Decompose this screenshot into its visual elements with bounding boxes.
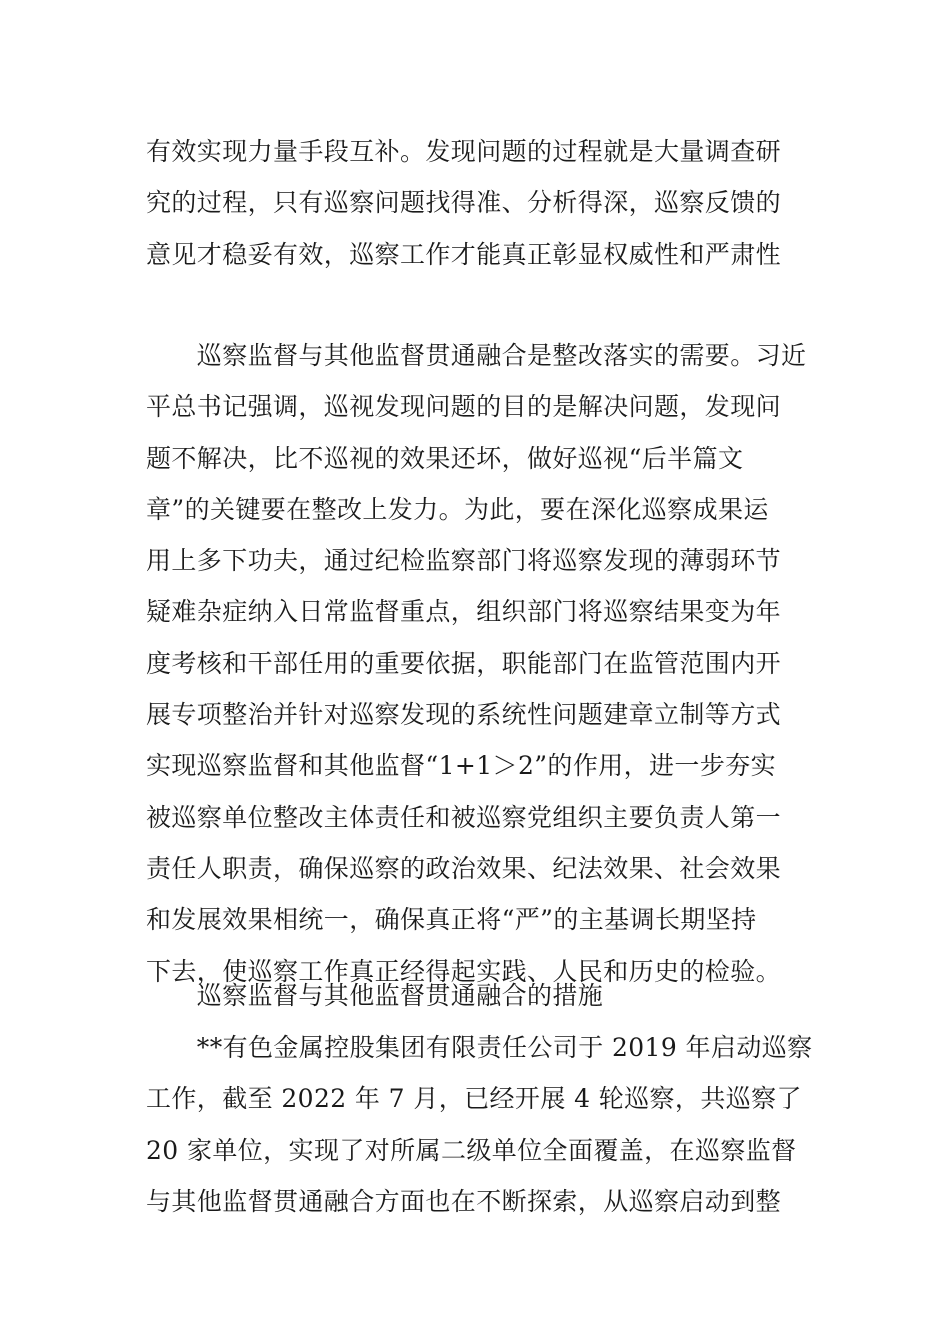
paragraph-line: 平总书记强调，巡视发现问题的目的是解决问题，发现问 (146, 392, 782, 422)
paragraph-line: 巡察监督与其他监督贯通融合是整改落实的需要。习近 (146, 341, 807, 370)
paragraph-line: 疑难杂症纳入日常监督重点，组织部门将巡察结果变为年 (146, 597, 782, 627)
section-heading (146, 970, 810, 1021)
paragraph-line: 工作，截至 2022 年 7 月，已经开展 4 轮巡察，共巡察了 (146, 1084, 802, 1114)
paragraph-line: 章”的关键要在整改上发力。为此，要在深化巡察成果运 (146, 494, 769, 524)
paragraph-line: 责任人职责，确保巡察的政治效果、纪法效果、社会效果 (146, 853, 782, 883)
paragraph-line: 与其他监督贯通融合方面也在不断探索，从巡察启动到整 (146, 1186, 782, 1216)
paragraph-line: 下去，使巡察工作真正经得起实践、人民和历史的检验。 (146, 956, 782, 986)
paragraph-line: 题不解决，比不巡视的效果还坏，做好巡视“后半篇文 (146, 443, 744, 473)
paragraph-line: 意见才稳妥有效，巡察工作才能真正彰显权威性和严肃性 (146, 239, 782, 269)
paragraph-line: 展专项整治并针对巡察发现的系统性问题建章立制等方式 (146, 700, 782, 730)
paragraph-line: 有效实现力量手段互补。发现问题的过程就是大量调查研 (146, 137, 782, 166)
paragraph-line: 实现巡察监督和其他监督“1+1＞2”的作用，进一步夯实 (146, 751, 777, 781)
paragraph-3 (146, 1022, 813, 1227)
paragraph-line: 度考核和干部任用的重要依据，职能部门在监管范围内开 (146, 648, 782, 678)
section-heading-text: 巡察监督与其他监督贯通融合的措施 (146, 981, 604, 1010)
paragraph-line: 20 家单位，实现了对所属二级单位全面覆盖，在巡察监督 (146, 1135, 797, 1165)
paragraph-1 (146, 126, 810, 280)
paragraph-line: 被巡察单位整改主体责任和被巡察党组织主要负责人第一 (146, 802, 782, 832)
paragraph-line: 究的过程，只有巡察问题找得准、分析得深，巡察反馈的 (146, 188, 782, 218)
paragraph-line: 和发展效果相统一，确保真正将“严”的主基调长期坚持 (146, 905, 757, 935)
paragraph-line: **有色金属控股集团有限责任公司于 2019 年启动巡察 (146, 1033, 813, 1062)
paragraph-2 (146, 330, 810, 997)
paragraph-line: 用上多下功夫，通过纪检监察部门将巡察发现的薄弱环节 (146, 546, 782, 576)
